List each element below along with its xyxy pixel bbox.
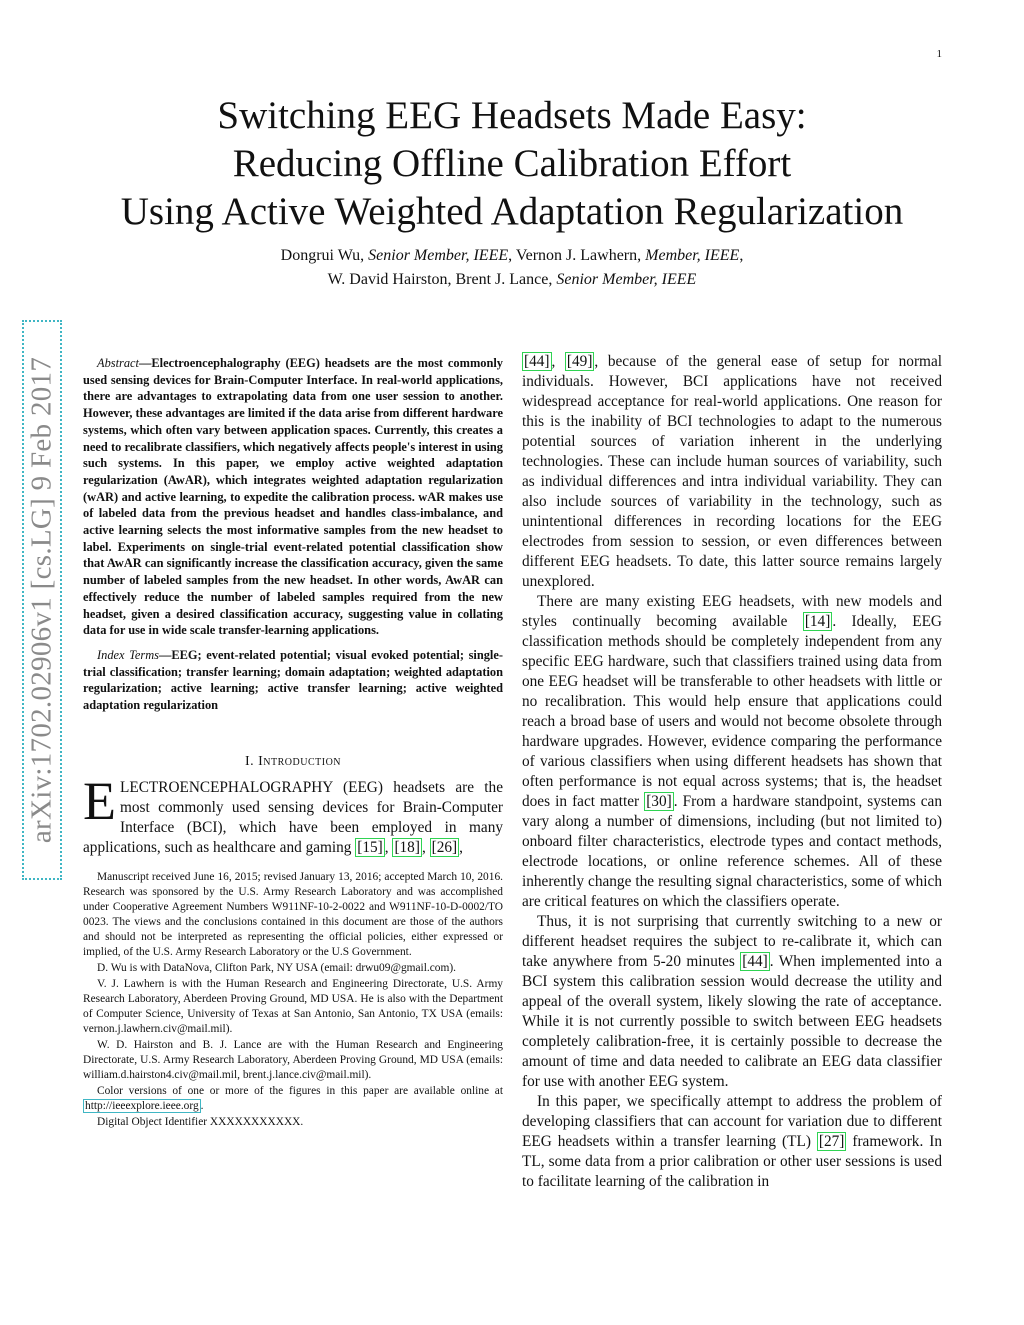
title-line-3: Using Active Weighted Adaptation Regularization	[120, 190, 904, 233]
paragraph-text: . Ideally, EEG classification methods should be completely independent from any specific EEG hardware, such that classifiers trained using data from one EEG headset will be transferable to other headsets with little or no recalibration. This would help ensure that applications could reach a broad base of users and would not become obsolete through hardware upgrades. However, evidence comparing the performance of various classifiers when using different headsets has shown that often performance is not equal across systems; that is, the headset does in fact matter	[522, 613, 942, 810]
left-column	[83, 355, 503, 1131]
abstract-text: —Electroencephalography (EEG) headsets are the most commonly used sensing devices for Brain-Computer Interface. In real-world applications, there are advantages to extrapolating data from one user session to another. However, these advantages are limited if the data arise from different hardware systems, which often vary between application spaces. Currently, this creates a need to recalibrate classifiers, which negatively affects people's interest in using such systems. In this paper, we employ active weighted adaptation regularization (AwAR), which integrates weighted adaptation regularization (wAR) and active learning, to expedite the calibration process. wAR makes use of labeled data from the previous headset and handles class-imbalance, and active learning selects the most informative samples from the new headset to label. Experiments on single-trial event-related potential classification show that AwAR can significantly increase the classification accuracy, given the same number of labeled samples from the new headset. In other words, AwAR can effectively reduce the number of labeled samples required from the new headset, given a desired classification accuracy, suggesting value in collating data for use in wide scale transfer-learning applications.	[83, 356, 503, 638]
body-paragraph-4	[522, 1092, 942, 1192]
author-line-2	[80, 268, 944, 292]
author-separator: ,	[739, 247, 744, 264]
citation-link[interactable]: [14]	[804, 613, 831, 630]
author-wu-role: Senior Member, IEEE	[368, 247, 509, 264]
body-paragraph-1: [44] , [49] , because of the general ease of setup for normal individuals. However, BCI applications have not received widespread acceptance for real-world applications. One reason for this is the inability of BCI technologies to adapt to the numerous potential sources of variation inherent in the underlying technologies. These can include human sources of variability, such as individual differences and intra individual variability. They can also include sources of variability in the technology, such as unintentional differences in recording locations for the EEG electrodes from session to session, or even differences between different EEG headsets. To date, this latter source remains largely unexplored.	[522, 353, 942, 590]
author-wu: Dongrui Wu,	[280, 247, 365, 264]
right-column	[522, 352, 942, 1192]
title-line-1: Switching EEG Headsets Made Easy:	[217, 94, 807, 137]
abstract-lead: Abstract	[97, 356, 139, 370]
footnote-manuscript: Manuscript received June 16, 2015; revised January 13, 2016; accepted March 10, 2016. Research was sponsored by the U.S. Army Research Laboratory and was accomplished under Cooperative Agreement Numbers W911NF-10-2-0022 and W911NF-10-D-0002/TO 0023. The views and the conclusions contained in this document are those of the authors and should not be interpreted as representing the official policies, either expressed or implied, of the U.S. Army Research Laboratory or the U.S Government.	[83, 870, 503, 958]
index-terms-lead: Index Terms	[97, 647, 159, 662]
index-terms-text: —EEG; event-related potential; visual evoked potential; single-trial classification; transfer learning; domain adaptation; weighted adaptation regularization; active learning; active transfer learning; active weighted adaptation regularization	[83, 647, 503, 713]
section-heading-introduction	[83, 754, 503, 770]
citation-link[interactable]: [44]	[742, 953, 768, 970]
paragraph-text: Thus, it is not surprising that currently switching to a new or different headset requires the subject to re-calibrate it, which can take anywhere from 5-20 minutes	[522, 913, 942, 970]
citation-link[interactable]: [27]	[818, 1133, 845, 1150]
author-list	[80, 244, 944, 292]
paragraph-text: framework. In TL, some data from a prior calibration or other user sessions is used to facilitate learning of the calibration in	[522, 1133, 942, 1190]
dropcap-letter: E	[83, 770, 116, 831]
citation-link[interactable]: [18]	[394, 838, 420, 856]
citation-link[interactable]: [30]	[646, 793, 672, 810]
arxiv-id-stamp[interactable]	[22, 320, 62, 880]
author-lawhern-role: Member, IEEE	[645, 247, 740, 264]
abstract	[83, 355, 503, 639]
paragraph-text: In this paper, we specifically attempt to address the problem of developing classifiers that can account for variation due to different EEG headsets within a transfer learning (TL)	[522, 1093, 942, 1150]
paragraph-text: . When implemented into a BCI system this calibration session would decrease the utility and appeal of the overall system, likely slowing the rate of acceptance. While it is not currently possible to switch between EEG headsets completely calibration-free, it is certainly possible to decrease the amount of time and data needed to calibrate an EEG data classifier for use with another EEG system.	[522, 953, 942, 1090]
footnote-hairston-lance: W. D. Hairston and B. J. Lance are with the Human Research and Engineering Directorate, U.S. Army Research Laboratory, Aberdeen Proving Ground, MD USA (emails: william.d.hairston4.civ@mail.mil, brent.j.lance.civ@mail.mil).	[83, 1038, 503, 1081]
footnote-doi: Digital Object Identifier XXXXXXXXXXX.	[97, 1115, 304, 1128]
footnote-wu: D. Wu is with DataNova, Clifton Park, NY USA (email: drwu09@gmail.com).	[97, 961, 456, 974]
intro-text: LECTROENCEPHALOGRAPHY (EEG) headsets are the most commonly used sensing devices for Brain-Computer Interface (BCI), which have been employed in many applications, such as healthcare and gaming	[83, 778, 503, 856]
author-hairston-lance: W. David Hairston, Brent J. Lance,	[327, 271, 553, 288]
author-line-1	[80, 244, 944, 268]
footnotes	[83, 870, 503, 1130]
body-paragraph-2	[522, 592, 942, 912]
citation-link[interactable]: [26]	[431, 838, 458, 856]
page-number: 1	[936, 48, 942, 60]
footnote-color-text: Color versions of one or more of the figures in this paper are available online at	[97, 1084, 503, 1097]
ieeexplore-link[interactable]: http://ieeexplore.ieee.org	[85, 1099, 199, 1112]
section-title: Introduction	[258, 753, 342, 769]
paper-title	[80, 92, 944, 236]
footnote-period: .	[200, 1099, 204, 1112]
paragraph-text: There are many existing EEG headsets, with new models and styles continually becoming available	[522, 593, 942, 630]
citation-link[interactable]: [49]	[566, 353, 593, 370]
arxiv-id-text: arXiv:1702.02906v1 [cs.LG] 9 Feb 2017	[25, 356, 58, 844]
paragraph-text: . From a hardware standpoint, systems can vary along a number of dimensions, including (but not limited to) onboard filter characteristics, electrode types and contact methods, electrode locations, or online reference schemes. All of these inherently change the resulting signal characteristics, some of which are critical features on which the classifiers operate.	[522, 793, 942, 910]
intro-paragraph: ELECTROENCEPHALOGRAPHY (EEG) headsets are the most commonly used sensing devices for Brain-Computer Interface (BCI), which have been employed in many applications, such as healthcare and gaming [15] , [18] , [26] ,	[83, 770, 503, 856]
title-line-2: Reducing Offline Calibration Effort	[232, 142, 792, 185]
author-lance-role: Senior Member, IEEE	[556, 271, 697, 288]
author-lawhern: , Vernon J. Lawhern,	[508, 247, 642, 264]
paragraph-text: , because of the general ease of setup for normal individuals. However, BCI applications have not received widespread acceptance for real-world applications. One reason for this is the inability of BCI technologies to adapt to the numerous potential sources of variation inherent in the underlying technologies. These can include human sources of variability, such as individual differences and intra individual variability. They can also include sources of variability in the technology, such as unintentional differences in recording locations for the EEG electrodes from session to session, or even differences between different EEG headsets. To date, this latter source remains largely unexplored.	[522, 353, 942, 590]
footnote-color-versions	[83, 1084, 503, 1114]
footnote-lawhern: V. J. Lawhern is with the Human Research and Engineering Directorate, U.S. Army Research Laboratory, Aberdeen Proving Ground, MD USA. He is also with the Department of Computer Science, University of Texas at San Antonio, San Antonio, TX USA (emails: vernon.j.lawhern.civ@mail.mil).	[83, 977, 503, 1035]
section-number: I.	[244, 753, 255, 769]
citation-link[interactable]: [15]	[357, 838, 383, 856]
citation-link[interactable]: [44]	[524, 353, 550, 370]
body-paragraph-3	[522, 912, 942, 1092]
index-terms	[83, 647, 503, 714]
